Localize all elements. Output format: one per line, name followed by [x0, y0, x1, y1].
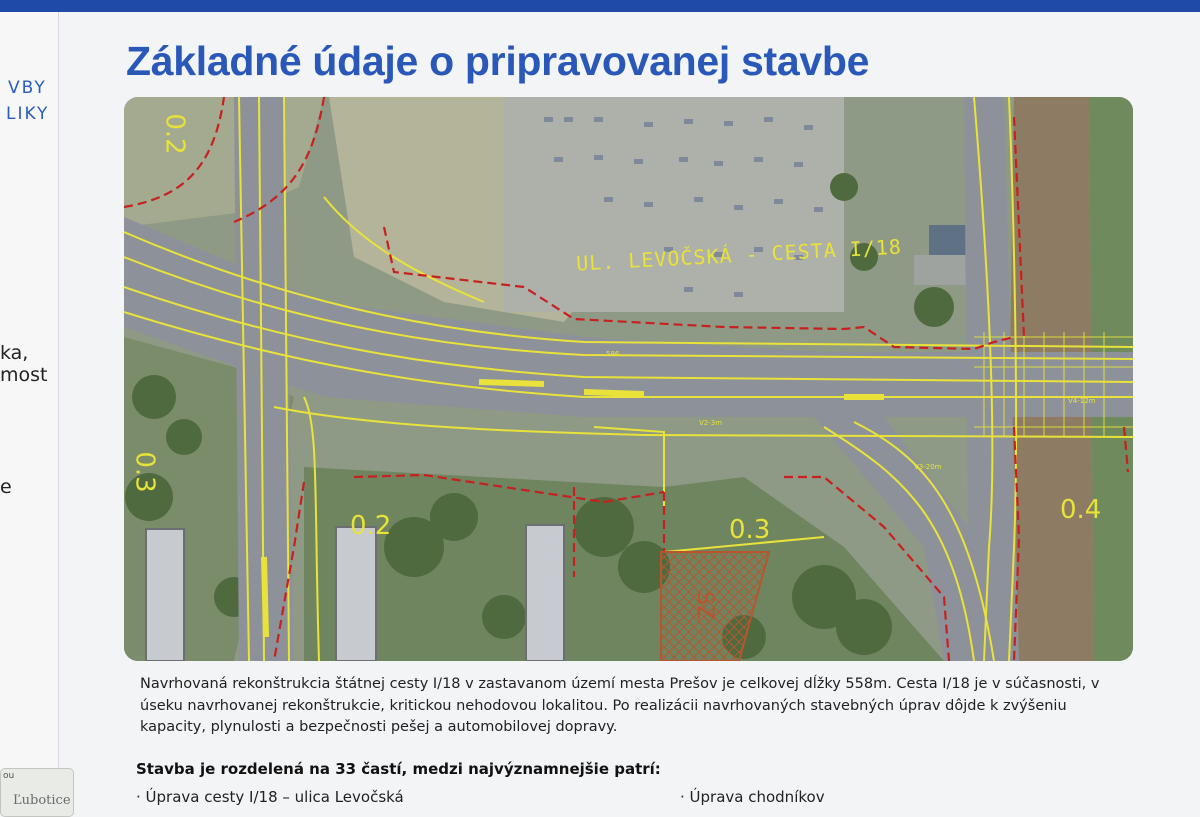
left-panel-text-1: VBY: [8, 78, 47, 98]
left-panel-fragment-2: e: [0, 476, 12, 498]
left-panel: [0, 12, 59, 815]
parking-lot: [504, 97, 844, 312]
road-number-label: 586: [606, 350, 620, 358]
section-label-south: 0.2: [350, 511, 392, 541]
point-label-v2: V2-3m: [699, 419, 723, 427]
point-label-v4: V4-12m: [1068, 397, 1096, 405]
zone-label: SZ: [692, 590, 718, 621]
aerial-map: [124, 97, 1133, 661]
point-label-v3: V3-20m: [914, 463, 942, 471]
section-label-w: 0.3: [129, 451, 160, 493]
logo-top-text: ou: [3, 771, 15, 781]
list-item: · Úprava cesty I/18 – ulica Levočská: [136, 788, 404, 806]
left-panel-fragment-1: ka, most: [0, 342, 48, 386]
section-label-nw: 0.2: [159, 113, 190, 155]
municipality-logo: [0, 768, 74, 817]
parts-list-heading: Stavba je rozdelená na 33 častí, medzi najvýznamnejšie patrí:: [136, 760, 661, 778]
list-item: · Úprava chodníkov: [680, 788, 825, 806]
page-title: Základné údaje o pripravovanej stavbe: [126, 38, 870, 84]
top-blue-bar: [0, 0, 1200, 12]
section-label-east: 0.4: [1060, 495, 1102, 525]
section-label-southeast: 0.3: [729, 515, 771, 545]
left-panel-text-2: LIKY: [6, 104, 50, 124]
project-description: Navrhovaná rekonštrukcia štátnej cesty I/18 v zastavanom území mesta Prešov je celkovej dĺžky 558m. Cesta I/18 je v súčasnosti, v úseku navrhovanej rekonštrukcie, kritickou nehodovou lokalitou. Po realizácii navrhovaných stavebných úprav dôjde k zvýšeniu kapacity, plynulosti a bezpečnosti pešej a automobilovej dopravy.: [140, 676, 1100, 735]
map-drawing: [124, 97, 1133, 661]
street-label: UL. LEVOČSKÁ - CESTA I/18: [575, 234, 903, 276]
logo-name: Ľubotice: [13, 793, 71, 808]
